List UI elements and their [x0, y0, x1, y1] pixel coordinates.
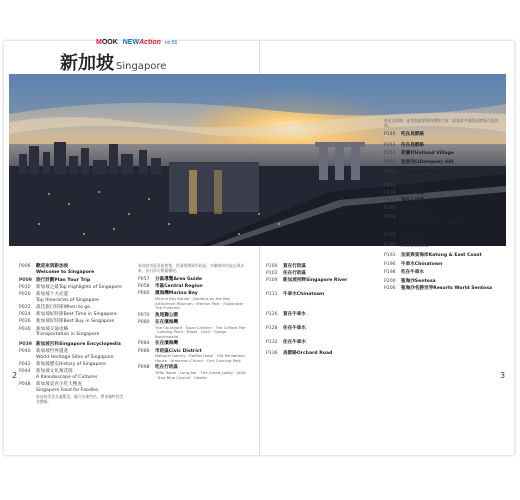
toc-note: 新加坡美食充滿驚喜，融合各地特色，帶來獨特的美食體驗。 [36, 394, 124, 405]
toc-entry[interactable]: P198 吃在牛車水 [384, 269, 424, 275]
toc-entry[interactable]: P128 住在牛車水 [266, 325, 306, 331]
toc-entry[interactable]: P024 新加坡好時節Best Time in Singapore [19, 312, 117, 318]
toc-column-3 [266, 264, 378, 359]
section-intro: 新加坡市區景點密集，從濱海灣到市政區，串聯城市的過去與未來，步行即可輕鬆暢遊。 [138, 263, 245, 273]
toc-entry[interactable]: P132 住在牛車水 [266, 339, 306, 345]
toc-entry[interactable]: P044 新加坡文化萬花筒 A Kaleidoscope of Cultures [19, 369, 98, 381]
toc-entry[interactable]: P084 在在濱海灣 [138, 341, 178, 347]
toc-entry[interactable]: P206 聖淘沙名勝世界Resorts World Sentosa [384, 286, 493, 292]
section-intro: 逛逛烏節路、新加坡最繁華的購物大街，匯集眾多國際品牌與百貨商場。 [384, 118, 498, 128]
toc-entry[interactable]: P153 荷蘭村Holland Village [384, 150, 454, 156]
toc-entry[interactable]: P178 甘榜格南與錫安路 Kampong Glam & Bugis [384, 215, 462, 227]
toc-entry[interactable]: P086 市政區Civic District National Gallery · Raffles Hotel · Old Parliament House · Armenian Church · Fort Canning Park [138, 348, 245, 364]
toc-entry[interactable]: P020 新加坡十大必遊 Top Itineraries of Singapore [19, 291, 99, 303]
toc-column-2 [138, 264, 248, 382]
toc-entry[interactable]: P191 加東與東海岸Katong & East Coast [384, 252, 482, 258]
toc-entry[interactable]: P146 吃在烏節路 [384, 131, 424, 137]
toc-entry[interactable]: P060 濱海灣Marina Bay Marina Bay Sands · Gardens by the Bay · ArtScience Museum · Merlion Park · Esplanade · The Fullerton [138, 290, 246, 311]
brand-logo: MOOK NEWAction no.56 [96, 39, 178, 46]
toc-entry[interactable]: P188 買在甘榜格南 [384, 242, 429, 248]
toc-entry[interactable]: P098 吃在行政區 Tiffin Room · Long Bar · The Grand Lobby · JAAN · True Blue Cuisine · Odette [138, 365, 246, 380]
toc-entry[interactable]: P178 買在小印度 [384, 198, 424, 204]
toc-entry[interactable]: P102 住在行政區 [266, 271, 306, 277]
toc-entry[interactable]: P136 烏節路Orchard Road [266, 351, 333, 357]
toc-entry[interactable]: P160 小印度Little India [384, 170, 443, 176]
toc-entry[interactable]: P058 市區Central Region [138, 283, 203, 289]
toc-entry[interactable]: P170 吃在小印度 [384, 183, 424, 189]
title-zh: 新加坡 [60, 53, 114, 74]
page-number-right: 3 [500, 371, 506, 380]
toc-column-1 [19, 264, 125, 405]
toc-entry[interactable]: P026 新加坡好時節Best Buy in Singapore [19, 319, 115, 325]
toc-entry[interactable]: P070 魚尾獅公園 [138, 312, 178, 318]
page-number-left: 2 [12, 371, 18, 380]
toc-entry[interactable]: P080 在在濱海灣 The Courtyard · Swan Lantern · The Clifford Pier · Landing Point · Rasel · LAVO · Spago · Bacchanalia [138, 319, 246, 340]
title-en: Singapore [116, 61, 167, 72]
toc-entry[interactable]: P152 住在烏節路 [384, 143, 424, 149]
toc-entry[interactable]: P030 新加坡交通攻略 Transportation in Singapore [19, 326, 100, 338]
toc-entry[interactable]: P006 歡迎來到新加坡 Welcome to Singapore [19, 264, 95, 275]
toc-entry[interactable]: P200 聖淘沙Sentosa [384, 279, 436, 285]
toc-entry[interactable]: P057 分區導覽Area Guide [138, 276, 203, 282]
toc-entry[interactable]: P039 新加坡百科Singapore Encyclopedia [19, 342, 121, 348]
toc-entry[interactable]: P048 新加坡美食小吃大搜查 Singapore Food for Foodies [19, 382, 99, 394]
toc-entry[interactable]: P126 買在牛車水 [266, 311, 306, 317]
toc-entry[interactable]: P009 旅行計劃Plan Your Trip [19, 277, 91, 283]
toc-entry[interactable]: P022 最佳旅行時節When to go [19, 304, 91, 310]
toc-entry[interactable]: P156 登普西山Dempsey Hill [384, 160, 454, 166]
toc-entry[interactable]: P042 新加坡歷史History of Singapore [19, 362, 106, 368]
toc-column-4 [384, 119, 502, 294]
toc-entry[interactable]: P040 新加坡世界遺產 World Heritage Sites of Singapore [19, 349, 114, 361]
toc-entry[interactable]: P180 住在小印度 [384, 205, 424, 211]
toc-entry[interactable]: P176 吃在小印度 [384, 191, 424, 197]
toc-entry[interactable]: P111 牛車水Chinatown [266, 292, 325, 298]
toc-entry[interactable]: P010 新加坡之最Top Highlights of Singapore [19, 284, 122, 290]
toc-entry[interactable]: P196 牛車水Chinatown [384, 262, 443, 268]
toc-entry[interactable]: P185 甘榜格南中心 [384, 232, 429, 238]
page-title [60, 49, 166, 75]
toc-entry[interactable]: P100 買在行政區 [266, 264, 306, 269]
toc-entry[interactable]: P104 新加坡河畔Singapore River [266, 278, 348, 284]
